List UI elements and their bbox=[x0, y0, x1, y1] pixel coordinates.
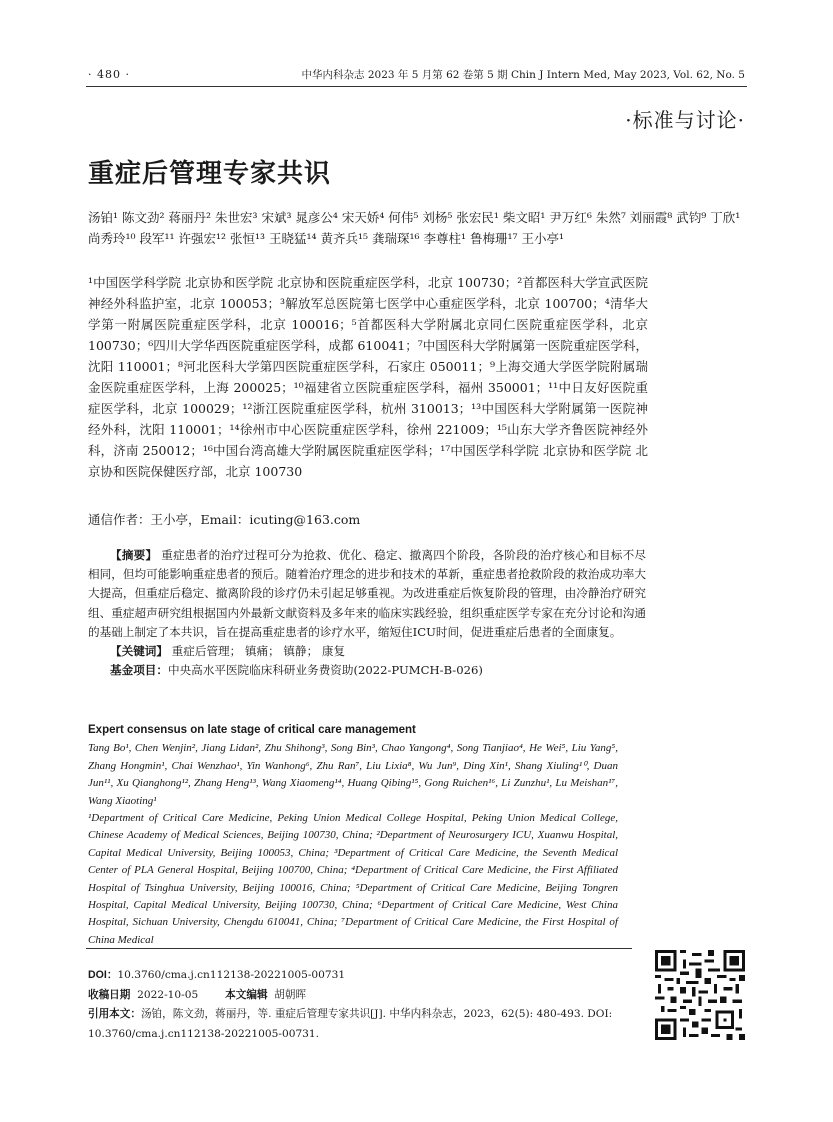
footer-divider bbox=[86, 948, 632, 949]
funding-line bbox=[88, 661, 646, 680]
citation-line bbox=[88, 1005, 636, 1044]
affiliations-cn: ¹中国医学科学院 北京协和医学院 北京协和医院重症医学科，北京 100730；²首都医科大学宣武医院神经外科监护室，北京 100053；³解放军总医院第七医学中心重症医学科，北京 100700；⁴清华大学第一附属医院重症医学科，北京 100016；⁵首都医科大学附属北京同仁医院重症医学科，北京 100730；⁶四川大学华西医院重症医学科，成都 610041；⁷中国医科大学附属第一医院重症医学科，沈阳 110001；⁸河北医科大学第四医院重症医学科，石家庄 050011；⁹上海交通大学医学院附属瑞金医院重症医学科，上海 200025；¹⁰福建省立医院重症医学科，福州 350001；¹¹中日友好医院重症医学科，北京 100029；¹²浙江医院重症医学科，杭州 310013；¹³中国医科大学附属第一医院神经外科，沈阳 110001；¹⁴徐州市中心医院重症医学科，徐州 221009；¹⁵山东大学齐鲁医院神经外科，济南 250012；¹⁶中国台湾高雄大学附属医院重症医学科；¹⁷中国医学科学院 北京协和医学院 北京协和医院保健医疗部，北京 100730 bbox=[88, 275, 648, 479]
editor-label: 本文编辑 bbox=[225, 988, 268, 1001]
page-number: · 480 · bbox=[88, 68, 130, 81]
cite-label: 引用本文： bbox=[88, 1008, 141, 1020]
affiliations-en: ¹Department of Critical Care Medicine, Peking Union Medical College Hospital, Peking Union Medical College, Chinese Academy of Medical Sciences, Beijing 100730, China; ²Department of Neurosurgery ICU, Xuanwu Hospital, Capital Medical University, Beijing 100053, China; ³Department of Critical Care Medicine, the Seventh Medical Center of PLA General Hospital, Beijing 100700, China; ⁴Department of Critical Care Medicine, the First Affiliated Hospital of Tsinghua University, Beijing 100016, China; ⁵Department of Critical Care Medicine, Beijing Tongren Hospital, Capital Medical University, Beijing 100730, China; ⁶Department of Critical Care Medicine, West China Hospital, Sichuan University, Chengdu 610041, China; ⁷Department of Critical Care Medicine, the First Hospital of China Medical bbox=[88, 812, 618, 946]
keywords-text: 重症后管理； 镇痛； 镇静； 康复 bbox=[171, 644, 346, 659]
received-date: 2022-10-05 bbox=[137, 988, 199, 1001]
qr-code-icon[interactable] bbox=[655, 950, 745, 1040]
dates-line bbox=[88, 986, 636, 1006]
abstract-text: 重症患者的治疗过程可分为抢救、优化、稳定、撤离四个阶段，各阶段的治疗核心和目标不尽相同，但均可能影响重症患者的预后。随着治疗理念的进步和技术的革新，重症患者抢救阶段的救治成功率大大提高，但重症后稳定、撤离阶段的诊疗仍未引起足够重视。为改进重症后恢复阶段的管理，由冷静治疗研究组、重症超声研究组根据国内外最新文献资料及多年来的临床实践经验，组织重症医学专家在充分讨论和沟通的基础上制定了本共识，旨在提高重症患者的诊疗水平，缩短住ICU时间，促进重症后患者的全面康复。 bbox=[88, 548, 646, 639]
header-divider bbox=[86, 86, 747, 87]
abstract-section bbox=[88, 546, 646, 680]
keywords-line bbox=[88, 642, 646, 661]
doi-line bbox=[88, 966, 636, 986]
article-title-en: Expert consensus on late stage of critical care management bbox=[88, 724, 416, 736]
keywords-label: 【关键词】 bbox=[110, 644, 168, 659]
journal-header: 中华内科杂志 2023 年 5 月第 62 卷第 5 期 Chin J Intern Med, May 2023, Vol. 62, No. 5 bbox=[301, 69, 745, 81]
funding-label: 基金项目： bbox=[110, 663, 168, 678]
article-title-cn: 重症后管理专家共识 bbox=[88, 159, 332, 189]
doi-link[interactable]: 10.3760/cma.j.cn112138-20221005-00731 bbox=[117, 969, 346, 981]
corresponding-author: 通信作者：王小亭，Email：icuting@163.com bbox=[88, 512, 361, 527]
english-section bbox=[88, 722, 618, 949]
abstract-paragraph bbox=[88, 546, 646, 642]
editor-name: 胡朝晖 bbox=[274, 988, 307, 1001]
author-list-en: Tang Bo¹, Chen Wenjin², Jiang Lidan², Zhu Shihong³, Song Bin³, Chao Yangong⁴, Song Tianjiao⁴, He Wei⁵, Liu Yang⁵, Zhang Hongmin¹, Chai Wenzhao¹, Yin Wanhong⁶, Zhu Ran⁷, Liu Lixia⁸, Wu Jun⁹, Ding Xin¹, Shang Xiuling¹⁰, Duan Jun¹¹, Xu Qianghong¹², Zhang Heng¹³, Wang Xiaomeng¹⁴, Huang Qibing¹⁵, Gong Ruichen¹⁶, Li Zunzhu¹, Lu Meishan¹⁷, Wang Xiaoting¹ bbox=[88, 742, 618, 807]
cite-text: 汤铂，陈文劲，蒋丽丹，等. 重症后管理专家共识[J]. 中华内科杂志，2023，62(5): 480-493. DOI: 10.3760/cma.j.cn112138-20221005-00731. bbox=[88, 1008, 613, 1040]
doi-label: DOI： bbox=[88, 969, 118, 981]
article-footer bbox=[88, 966, 636, 1044]
abstract-label: 【摘要】 bbox=[110, 548, 158, 562]
received-label: 收稿日期 bbox=[88, 988, 131, 1001]
author-list-cn: 汤铂¹ 陈文劲² 蒋丽丹² 朱世宏³ 宋斌³ 晁彦公⁴ 宋天娇⁴ 何伟⁵ 刘杨⁵ 张宏民¹ 柴文昭¹ 尹万红⁶ 朱然⁷ 刘丽霞⁸ 武钧⁹ 丁欣¹ 尚秀玲¹⁰ 段军¹¹ 许强宏¹² 张恒¹³ 王晓猛¹⁴ 黄齐兵¹⁵ 龚瑞琛¹⁶ 李尊柱¹ 鲁梅珊¹⁷ 王小亭¹ bbox=[88, 210, 741, 246]
funding-text: 中央高水平医院临床科研业务费资助(2022-PUMCH-B-026) bbox=[167, 663, 483, 678]
column-tag: ·标准与讨论· bbox=[625, 108, 745, 132]
